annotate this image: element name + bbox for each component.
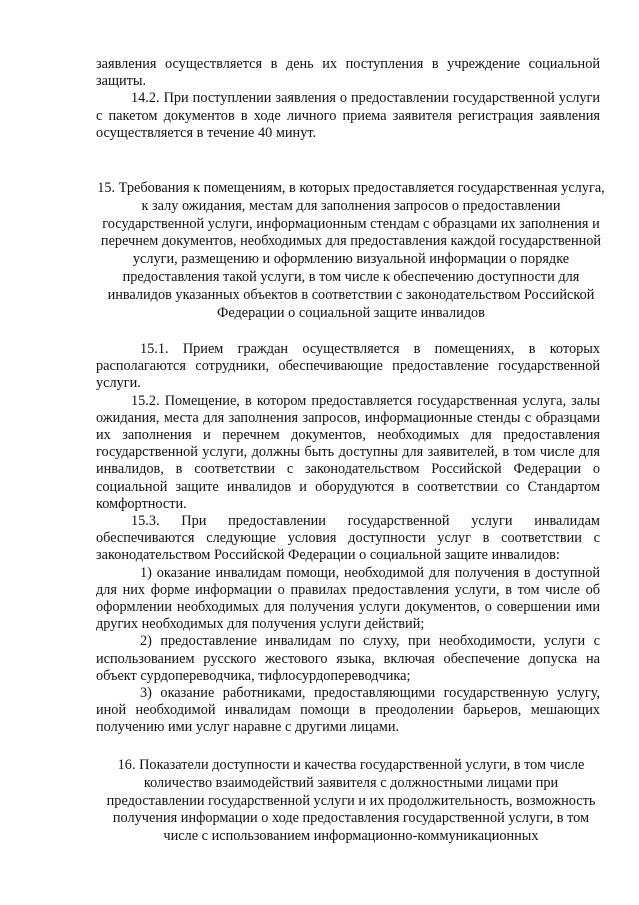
section-16-heading (96, 757, 606, 846)
paragraph-15-1: 15.1. Прием граждан осуществляется в помещениях, в которых располагаются сотрудники, обеспечивающие предоставление государственной услуги. (96, 341, 600, 392)
list-item-2: 2) предоставление инвалидам по слуху, при необходимости, услуги с использованием русского жестового языка, включая обеспечение допуска на объект сурдопереводчика, тифлосурдопереводчика; (96, 633, 600, 684)
paragraph-15-2: 15.2. Помещение, в котором предоставляется государственная услуга, залы ожидания, места для заполнения запросов, информационные стенды с образцами их заполнения и перечнем документов, необходимых для предоставления государственной услуги, должны быть доступны для заявителей, в том числе для инвалидов, в соответствии с законодательством Российской Федерации о социальной защите инвалидов и оборудуются в соответствии со Стандартом комфортности. (96, 392, 600, 512)
list-item-3: 3) оказание работниками, предоставляющими государственную услугу, иной необходимой инвалидам помощи в преодолении барьеров, мешающих получению ими услуг наравне с другими лицами. (96, 685, 600, 736)
intro-paragraph-1: заявления осуществляется в день их поступления в учреждение социальной защиты. (96, 56, 600, 90)
intro-block (96, 56, 600, 142)
section-15-body (96, 341, 600, 737)
section-15-heading-text: 15. Требования к помещениям, в которых предоставляется государственная услуга, к залу ожидания, местам для заполнения запросов о предоставлении государственной услуги, информационным стендам с образцами их заполнения и перечнем документов, необходимых для предоставления каждой государственной услуги, размещению и оформлению визуальной информации о порядке предоставления такой услуги, в том числе к обеспечению доступности для инвалидов указанных объектов в соответствии с законодательством Российской Федерации о социальной защите инвалидов (97, 180, 605, 321)
list-item-1: 1) оказание инвалидам помощи, необходимой для получения в доступной для них форме информации о правилах предоставления услуги, в том числе об оформлении необходимых для получения услуги документов, о совершении ими других необходимых для получения услуги действий; (96, 564, 600, 633)
paragraph-15-3: 15.3. При предоставлении государственной услуги инвалидам обеспечиваются следующие условия доступности услуг в соответствии с законодательством Российской Федерации о социальной защите инвалидов: (96, 513, 600, 564)
section-15-heading (96, 180, 606, 322)
section-16-heading-text: 16. Показатели доступности и качества государственной услуги, в том числе количество взаимодействий заявителя с должностными лицами при предоставлении государственной услуги и их продолжительность, возможность получения информации о ходе предоставления государственной услуги, в том числе с использованием информационно-коммуникационных (106, 757, 596, 845)
paragraph-14-2: 14.2. При поступлении заявления о предоставлении государственной услуги с пакетом документов в ходе личного приема заявителя регистрация заявления осуществляется в течение 40 минут. (96, 90, 600, 141)
